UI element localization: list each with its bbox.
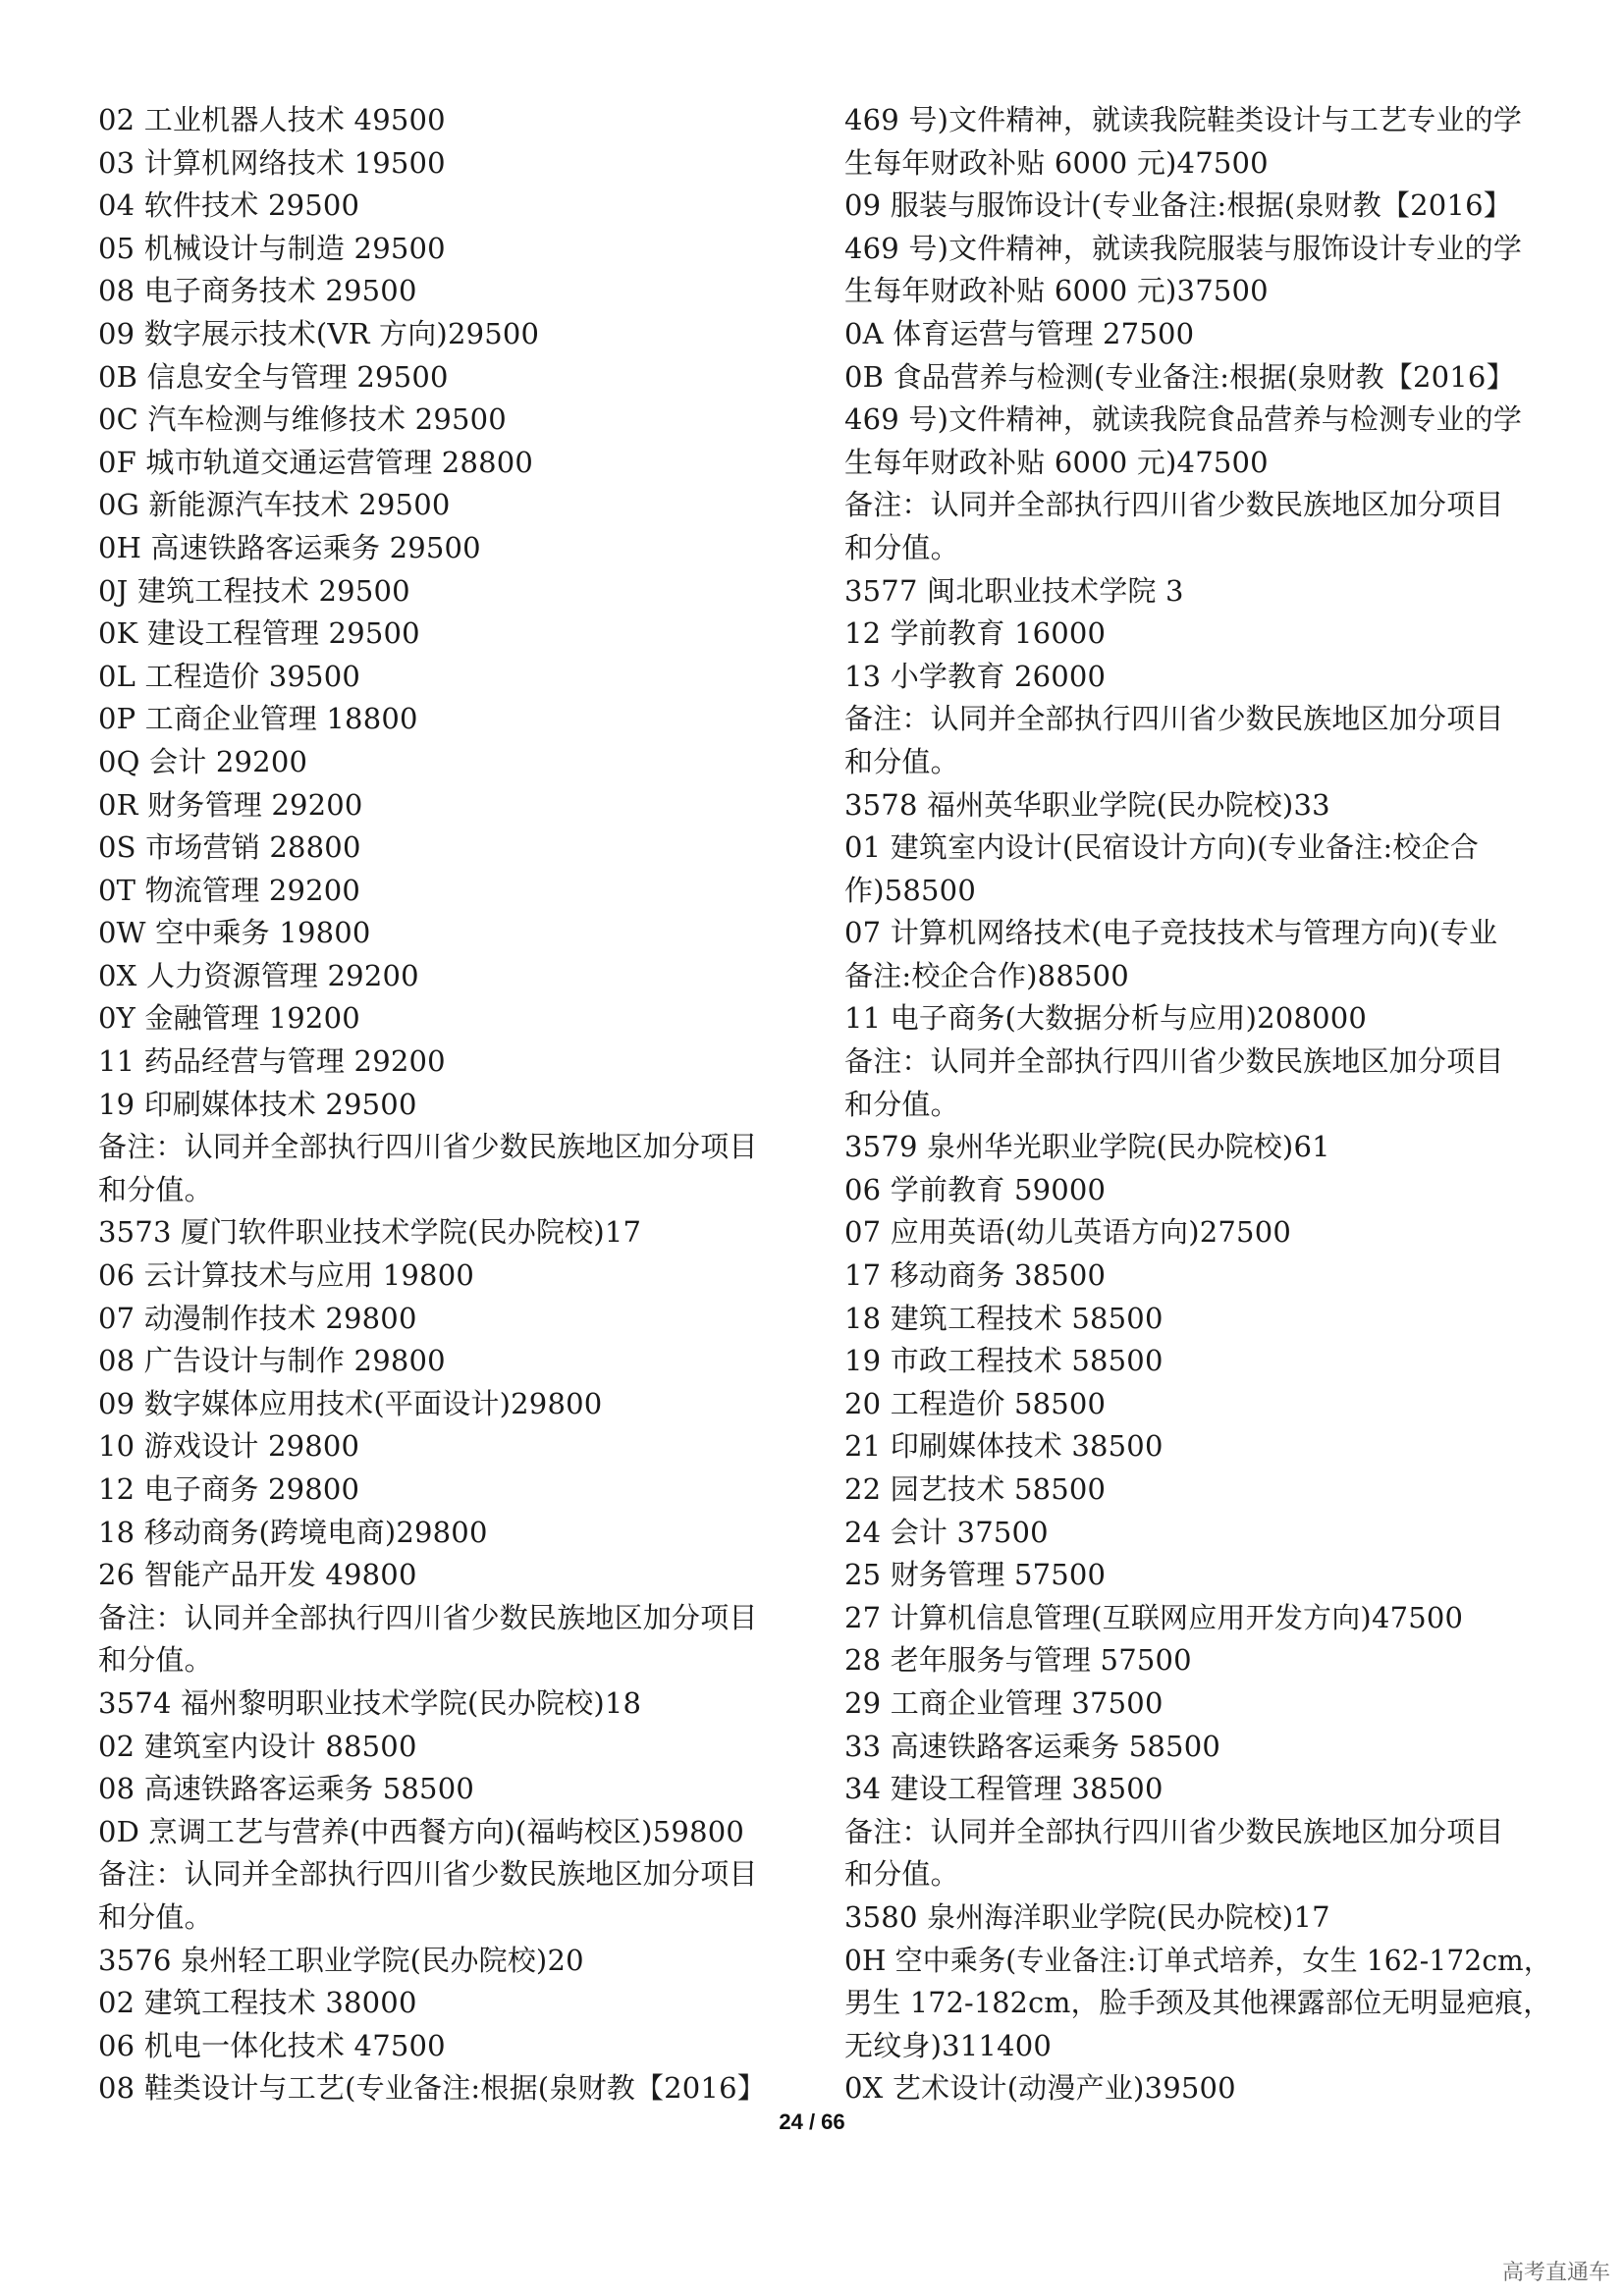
text-line: 34 建设工程管理 38500 [844,1772,1164,1806]
text-line: 0F 城市轨道交通运营管理 28800 [98,445,534,479]
text-line: 21 印刷媒体技术 38500 [844,1429,1164,1464]
text-line: 17 移动商务 38500 [844,1258,1107,1293]
text-line: 0H 高速铁路客运乘务 29500 [98,530,481,564]
text-line: 0D 烹调工艺与营养(中西餐方向)(福屿校区)59800 [98,1814,745,1848]
page-number: 24 / 66 [779,2109,845,2134]
text-line: 和分值。 [844,530,959,564]
text-line: 无纹身)311400 [844,2028,1053,2062]
text-line: 02 建筑工程技术 38000 [98,1986,417,2020]
text-line: 11 电子商务(大数据分析与应用)208000 [844,1001,1368,1036]
text-line: 和分值。 [98,1172,213,1206]
text-line: 08 电子商务技术 29500 [98,274,417,308]
text-line: 和分值。 [844,744,959,778]
right-column [844,99,1551,2110]
text-line: 生每年财政补贴 6000 元)47500 [844,145,1269,180]
text-line: 0X 人力资源管理 29200 [98,958,419,992]
text-line: 26 智能产品开发 49800 [98,1558,417,1592]
text-line: 3579 泉州华光职业学院(民办院校)61 [844,1130,1330,1164]
text-line: 25 财务管理 57500 [844,1558,1107,1592]
text-line: 18 移动商务(跨境电商)29800 [98,1515,488,1549]
text-line: 02 建筑室内设计 88500 [98,1729,417,1763]
text-line: 469 号)文件精神，就读我院服装与服饰设计专业的学 [844,231,1523,265]
text-line: 469 号)文件精神，就读我院鞋类设计与工艺专业的学 [844,103,1523,136]
text-line: 0T 物流管理 29200 [98,873,361,907]
text-line: 09 数字展示技术(VR 方向)29500 [98,316,540,350]
text-line: 13 小学教育 26000 [844,659,1107,693]
text-line: 和分值。 [844,1857,959,1892]
text-line: 06 机电一体化技术 47500 [98,2028,446,2062]
text-line: 10 游戏设计 29800 [98,1429,360,1464]
text-line: 469 号)文件精神，就读我院食品营养与检测专业的学 [844,402,1523,437]
text-line: 生每年财政补贴 6000 元)47500 [844,445,1269,479]
text-line: 0W 空中乘务 19800 [98,916,371,950]
text-line: 0X 艺术设计(动漫产业)39500 [844,2071,1236,2106]
text-line: 0A 体育运营与管理 27500 [844,316,1195,350]
text-line: 0H 空中乘务(专业备注:订单式培养，女生 162-172cm， [844,1943,1552,1977]
text-line: 07 计算机网络技术(电子竞技技术与管理方向)(专业 [844,916,1498,950]
text-line: 备注：认同并全部执行四川省少数民族地区加分项目 [98,1857,758,1892]
text-line: 备注：认同并全部执行四川省少数民族地区加分项目 [98,1130,758,1164]
text-line: 07 动漫制作技术 29800 [98,1301,417,1335]
text-line: 和分值。 [98,1643,213,1678]
text-line: 备注：认同并全部执行四川省少数民族地区加分项目 [98,1600,758,1634]
text-line: 0G 新能源汽车技术 29500 [98,488,451,522]
text-line: 19 市政工程技术 58500 [844,1344,1164,1378]
text-line: 29 工商企业管理 37500 [844,1685,1164,1720]
text-line: 12 学前教育 16000 [844,616,1107,651]
text-line: 12 电子商务 29800 [98,1472,360,1506]
text-line: 生每年财政补贴 6000 元)37500 [844,274,1269,308]
text-line: 28 老年服务与管理 57500 [844,1643,1192,1678]
text-line: 0R 财务管理 29200 [98,787,363,822]
text-line: 作)58500 [844,873,976,907]
text-line: 0J 建筑工程技术 29500 [98,573,410,608]
text-line: 24 会计 37500 [844,1515,1049,1549]
text-line: 备注：认同并全部执行四川省少数民族地区加分项目 [844,488,1504,522]
text-line: 05 机械设计与制造 29500 [98,231,446,265]
text-line: 33 高速铁路客运乘务 58500 [844,1729,1220,1763]
text-line: 0Y 金融管理 19200 [98,1001,360,1036]
text-line: 0P 工商企业管理 18800 [98,702,418,736]
text-line: 0C 汽车检测与维修技术 29500 [98,402,507,437]
text-line: 09 数字媒体应用技术(平面设计)29800 [98,1386,603,1420]
text-line: 08 鞋类设计与工艺(专业备注:根据(泉财教【2016】 [98,2071,766,2106]
text-line: 0B 食品营养与检测(专业备注:根据(泉财教【2016】 [844,359,1515,394]
text-line: 备注:校企合作)88500 [844,958,1129,992]
text-line: 0L 工程造价 39500 [98,659,360,693]
text-line: 0B 信息安全与管理 29500 [98,359,449,394]
text-line: 3576 泉州轻工职业学院(民办院校)20 [98,1943,584,1977]
text-line: 06 学前教育 59000 [844,1172,1107,1206]
text-line: 22 园艺技术 58500 [844,1472,1107,1506]
text-line: 08 高速铁路客运乘务 58500 [98,1772,474,1806]
text-line: 27 计算机信息管理(互联网应用开发方向)47500 [844,1600,1464,1634]
text-line: 男生 172-182cm，脸手颈及其他裸露部位无明显疤痕， [844,1986,1552,2020]
text-line: 0K 建设工程管理 29500 [98,616,420,651]
watermark: 高考直通车 [1501,2261,1610,2285]
left-column [98,99,805,2110]
text-line: 备注：认同并全部执行四川省少数民族地区加分项目 [844,1814,1504,1848]
text-line: 09 服装与服饰设计(专业备注:根据(泉财教【2016】 [844,188,1512,223]
text-line: 3580 泉州海洋职业学院(民办院校)17 [844,1899,1330,1934]
text-line: 3577 闽北职业技术学院 3 [844,573,1184,608]
text-line: 03 计算机网络技术 19500 [98,145,446,180]
text-line: 04 软件技术 29500 [98,188,360,223]
text-line: 备注：认同并全部执行四川省少数民族地区加分项目 [844,702,1504,736]
text-line: 和分值。 [98,1899,213,1934]
text-line: 备注：认同并全部执行四川省少数民族地区加分项目 [844,1044,1504,1079]
text-line: 3574 福州黎明职业技术学院(民办院校)18 [98,1685,642,1720]
text-line: 18 建筑工程技术 58500 [844,1301,1164,1335]
text-line: 19 印刷媒体技术 29500 [98,1087,417,1121]
text-line: 和分值。 [844,1087,959,1121]
text-line: 0Q 会计 29200 [98,744,308,778]
text-line: 06 云计算技术与应用 19800 [98,1258,474,1293]
text-line: 20 工程造价 58500 [844,1386,1107,1420]
text-line: 08 广告设计与制作 29800 [98,1344,446,1378]
text-line: 3578 福州英华职业学院(民办院校)33 [844,787,1330,822]
text-line: 11 药品经营与管理 29200 [98,1044,446,1079]
text-line: 01 建筑室内设计(民宿设计方向)(专业备注:校企合 [844,830,1480,865]
text-line: 07 应用英语(幼儿英语方向)27500 [844,1215,1292,1250]
text-line: 02 工业机器人技术 49500 [98,103,446,136]
text-line: 0S 市场营销 28800 [98,830,361,865]
text-line: 3573 厦门软件职业技术学院(民办院校)17 [98,1215,642,1250]
